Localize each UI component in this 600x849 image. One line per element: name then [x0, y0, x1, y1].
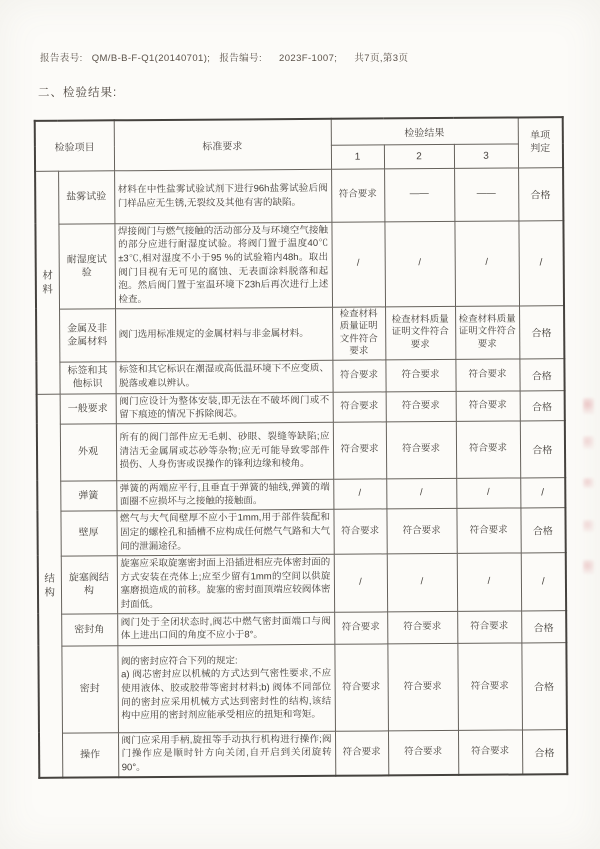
result-2-cell: 符合要求 [386, 421, 456, 478]
standard-cell: 燃气与大气间壁厚不应小于1mm,用于部件装配和固定的螺栓孔和插槽不应构成任何燃气气路和大气间的泄漏途径。 [116, 509, 333, 556]
item-cell: 盐雾试验 [58, 170, 114, 223]
standard-cell: 所有的阀门部件应无毛刺、砂眼、裂缝等缺陷;应清洁无金属屑或芯砂等杂物;应无可能导致零部件损伤、人身伤害或误操作的锋利边缘和棱角。 [116, 422, 333, 481]
table-row-humidity [35, 220, 564, 309]
result-1-cell: 符合要求 [333, 422, 386, 479]
result-3-cell: 符合要求 [458, 730, 522, 775]
item-cell: 密封角 [61, 614, 117, 646]
verdict-cell: 合格 [522, 730, 567, 775]
result-3-cell: 符合要求 [456, 390, 520, 421]
result-1-cell: 符合要求 [333, 391, 386, 422]
report-form-value: QM/B-B-F-Q1(20140701); [91, 53, 211, 64]
result-3-cell: / [456, 478, 520, 509]
item-cell: 金属及非金属材料 [59, 308, 115, 361]
item-cell: 标签和其他标识 [59, 361, 115, 393]
result-2-cell: / [384, 221, 455, 306]
standard-cell: 阀门选用标准规定的金属材料与非金属材料。 [115, 307, 332, 362]
table-header-row [35, 117, 563, 147]
verdict-cell: 合格 [520, 508, 565, 553]
standard-cell: 旋塞应采取旋塞密封面上沿插进相应壳体密封面的方式安装在壳体上;应至少留有1mm的空间以供旋塞磨损造成的前移。旋塞的密封面顶端应较阀体密封面低。 [117, 554, 334, 614]
stamp-mark [583, 398, 594, 414]
result-1-cell: / [334, 554, 387, 612]
result-3-cell: 符合要求 [456, 421, 520, 478]
result-3-cell: / [457, 553, 521, 611]
table-row-seal-angle [38, 611, 566, 647]
red-stamp-fragment [579, 392, 599, 592]
result-1-cell: 符合要求 [333, 509, 386, 554]
stamp-mark [583, 560, 594, 574]
stamp-mark [583, 520, 594, 532]
result-2-cell: —— [384, 168, 454, 221]
result-1-cell: 符合要求 [331, 168, 384, 221]
verdict-cell: 合格 [520, 420, 565, 477]
col-header-standard: 标准要求 [114, 119, 331, 171]
table-row-salt-spray [35, 167, 563, 224]
result-2-cell: 检查材料质量证明文件符合要求 [385, 306, 455, 359]
table-row-general [37, 390, 565, 424]
item-cell: 弹簧 [60, 480, 116, 511]
verdict-cell: 合格 [518, 167, 563, 220]
stamp-mark [583, 436, 594, 449]
group-label-material: 材 料 [35, 171, 60, 394]
verdict-cell: / [521, 553, 566, 611]
result-col-3-header: 3 [454, 143, 518, 167]
report-form-label: 报告表号: [40, 53, 83, 64]
result-3-cell: 符合要求 [457, 643, 522, 730]
result-3-cell: / [454, 220, 519, 305]
table-row-seal [38, 643, 567, 734]
table-row-wall-thickness [37, 508, 565, 557]
item-cell: 壁厚 [60, 511, 116, 556]
verdict-cell: 合格 [520, 390, 565, 421]
result-1-cell: 符合要求 [335, 731, 388, 776]
result-1-cell: 符合要求 [332, 359, 385, 391]
verdict-cell: / [518, 220, 564, 305]
report-no-value: 2023F-1007; [279, 53, 338, 64]
result-2-cell: 符合要求 [387, 643, 458, 730]
section-title: 二、检验结果: [38, 87, 118, 99]
table-row-plug-valve-structure [38, 553, 566, 615]
stamp-mark [583, 478, 594, 488]
standard-cell: 焊接阀门与燃气接触的活动部分及与环境空气接触的部分应进行耐湿度试验。将阀门置于温度40℃±3℃,相对湿度不小于95 %的试验箱内48h。取出阀门目视有无可见的腐蚀、无表面涂料脱落和起泡。然后阀门置于室温环境下23h后再次进行上述检查。 [114, 222, 332, 309]
result-1-cell: 符合要求 [334, 612, 387, 644]
standard-cell: 阀门处于全闭状态时,阀芯中燃气密封面端口与阀体上进出口间的角度不应小于8°。 [117, 612, 334, 646]
table-row-spring [37, 477, 565, 511]
verdict-cell: 合格 [519, 305, 564, 358]
standard-cell: 阀门应设计为整体安装,即无法在不破坏阀门或不留下痕迹的情况下拆除阀芯。 [116, 392, 333, 424]
item-cell: 耐湿度试验 [58, 223, 115, 308]
verdict-cell: 合格 [521, 611, 566, 643]
col-header-verdict: 单项 判定 [518, 117, 563, 167]
item-cell: 密封 [61, 646, 118, 733]
result-2-cell: 符合要求 [387, 611, 457, 643]
col-header-item: 检验项目 [35, 120, 114, 171]
result-3-cell: 符合要求 [457, 611, 521, 643]
verdict-cell: 合格 [519, 358, 564, 390]
result-1-cell: 检查材料质量证明文件符合要求 [332, 306, 385, 359]
col-header-results: 检验结果 [331, 117, 518, 144]
page-info: 共7页,第3页 [354, 53, 409, 64]
result-2-cell: / [387, 553, 457, 611]
item-cell: 一般要求 [60, 393, 116, 424]
item-cell: 操作 [62, 733, 118, 778]
table-row-labels [36, 358, 564, 394]
result-2-cell: 符合要求 [385, 359, 455, 391]
result-3-cell: 符合要求 [456, 508, 520, 553]
table-row-appearance [37, 420, 565, 481]
result-1-cell: 符合要求 [334, 644, 388, 731]
verdict-cell: 合格 [521, 643, 567, 730]
standard-cell: 阀的密封应符合下列的规定: a) 阀芯密封应以机械的方式达到气密性要求,不应使用液体、胶或胶带等密封材料;b) 阀体不同部位间的密封应采用机械方式达到密封性的结构,该结构中应用的密封剂应能承受相应的扭矩和弯矩。 [117, 644, 335, 733]
item-cell: 旋塞阀结构 [61, 556, 117, 614]
result-3-cell: 检查材料质量证明文件符合要求 [455, 305, 519, 358]
result-3-cell: 符合要求 [455, 358, 519, 390]
standard-cell: 弹簧的两端应平行,且垂直于弹簧的轴线,弹簧的端面圈不应损坏与之接触的接触面。 [116, 479, 333, 511]
report-no-label: 报告编号: [219, 53, 262, 64]
group-label-structure: 结 构 [37, 394, 63, 778]
result-3-cell: —— [454, 167, 518, 220]
result-2-cell: 符合要求 [386, 391, 456, 422]
standard-cell: 标签和其它标识在潮湿或高低温环境下不应变质、脱落或难以辨认。 [115, 360, 332, 394]
verdict-cell: / [520, 477, 565, 508]
result-2-cell: 符合要求 [388, 730, 458, 775]
result-col-1-header: 1 [331, 144, 384, 168]
standard-cell: 材料在中性盐雾试验试剂下进行96h盐雾试验后阀门样品应无生锈,无裂纹及其他有害的缺陷。 [114, 169, 331, 224]
item-cell: 外观 [60, 423, 116, 480]
table-row-metal-materials [36, 305, 564, 362]
result-2-cell: / [386, 478, 456, 509]
report-meta-line [40, 50, 408, 64]
result-1-cell: / [331, 221, 385, 306]
result-1-cell: / [333, 479, 386, 510]
result-col-2-header: 2 [384, 144, 454, 168]
result-2-cell: 符合要求 [386, 508, 456, 553]
standard-cell: 阀门应采用手柄,旋扭等手动执行机构进行操作;阀门操作应是顺时针方向关闭,自开启到关闭旋转90°。 [118, 731, 335, 777]
table-row-operation [39, 730, 567, 778]
inspection-results-table [34, 116, 569, 778]
